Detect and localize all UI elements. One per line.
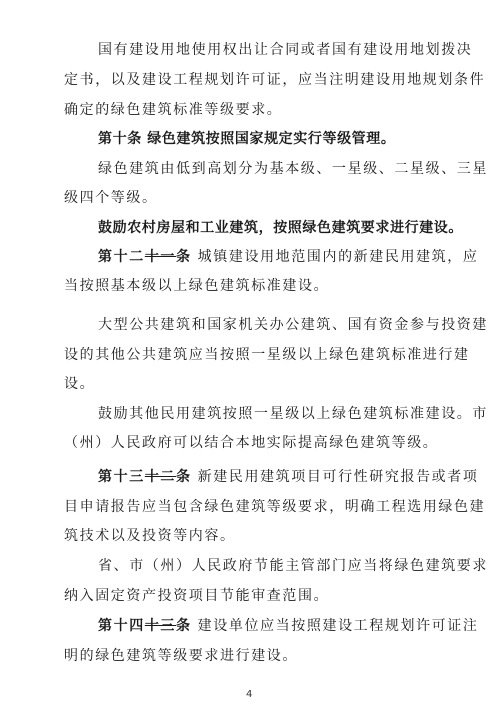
text-line: 级四个等级。 xyxy=(64,190,158,206)
text-line: 定书，以及建设工程规划许可证，应当注明建设用地规划条件 xyxy=(64,72,486,88)
text-line: 绿色建筑由低到高划分为基本级、一星级、二星级、三星 xyxy=(98,161,488,177)
article-suffix: 条 xyxy=(176,249,192,265)
article-prefix: 第 xyxy=(98,469,114,485)
article-first-line xyxy=(98,616,500,636)
text-line: 设的其他公共建筑应当按照一星级以上绿色建筑标准进行建 xyxy=(64,347,470,363)
page-number: 4 xyxy=(246,689,253,700)
article-heading: 第十条 绿色建筑按照国家规定实行等级管理。 xyxy=(98,131,396,147)
article-number-deleted: 十二 xyxy=(144,469,177,485)
article-suffix: 条 xyxy=(176,618,192,634)
text-line: （州）人民政府可以结合本地实际提高绿色建筑等级。 xyxy=(64,435,439,451)
article-number-inserted: 十三 xyxy=(113,469,145,485)
article-number-inserted: 十四 xyxy=(113,618,145,634)
article-number-deleted: 十一 xyxy=(144,249,177,265)
article-number-inserted: 十二 xyxy=(113,249,145,265)
text-line: 确定的绿色建筑标准等级要求。 xyxy=(64,102,283,118)
text-line: 目申请报告应当包含绿色建筑等级要求，明确工程选用绿色建 xyxy=(64,499,486,515)
article-first-line xyxy=(98,467,500,487)
text-line: 鼓励其他民用建筑按照一星级以上绿色建筑标准建设。市 xyxy=(98,406,488,422)
text-line: 省、市（州）人民政府节能主管部门应当将绿色建筑要求 xyxy=(98,558,488,574)
article-heading: 鼓励农村房屋和工业建筑，按照绿色建筑要求进行建设。 xyxy=(98,220,463,236)
text-line: 明的绿色建筑等级要求进行建设。 xyxy=(64,648,298,664)
text-line: 筑技术以及投资等内容。 xyxy=(64,528,236,544)
article-first-line xyxy=(98,247,500,267)
article-number-deleted: 十三 xyxy=(144,618,177,634)
article-text: 建设单位应当按照建设工程规划许可证注 xyxy=(191,618,479,634)
text-line: 设。 xyxy=(64,376,96,392)
article-suffix: 条 xyxy=(176,469,192,485)
article-text: 城镇建设用地范围内的新建民用建筑，应 xyxy=(191,249,479,265)
article-prefix: 第 xyxy=(98,249,114,265)
article-prefix: 第 xyxy=(98,618,114,634)
text-line: 纳入固定资产投资项目节能审查范围。 xyxy=(64,588,330,604)
text-line: 大型公共建筑和国家机关办公建筑、国有资金参与投资建 xyxy=(98,317,488,333)
text-line: 国有建设用地使用权出让合同或者国有建设用地划拨决 xyxy=(98,42,473,58)
text-line: 当按照基本级以上绿色建筑标准建设。 xyxy=(64,278,330,294)
article-text: 新建民用建筑项目可行性研究报告或者项 xyxy=(191,469,479,485)
